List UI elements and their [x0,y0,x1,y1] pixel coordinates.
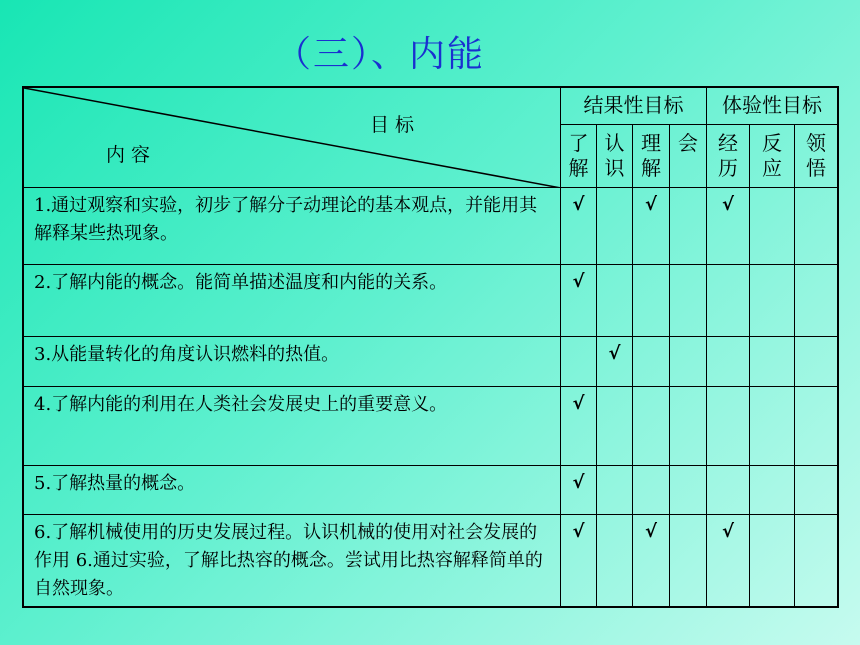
row-content-6: 6.了解机械使用的历史发展过程。认识机械的使用对社会发展的作用 6.通过实验，了解比热容的概念。尝试用比热容解释简单的自然现象。 [24,515,561,606]
check-cell-r1-c1: √ [561,188,597,265]
check-cell-r5-c2 [597,466,633,515]
column-header-1: 认 识 [597,125,633,188]
row-content-2: 2.了解内能的概念。能简单描述温度和内能的关系。 [24,265,561,337]
check-cell-r6-c2 [597,515,633,606]
check-cell-r4-c7 [795,387,837,466]
check-cell-r6-c6 [750,515,795,606]
check-cell-r1-c7 [795,188,837,265]
page-title: （三）、内能 [274,34,485,75]
diagonal-line [24,88,561,188]
check-cell-r5-c7 [795,466,837,515]
column-header-6: 领 悟 [795,125,837,188]
row-content-4: 4.了解内能的利用在人类社会发展史上的重要意义。 [24,387,561,466]
check-cell-r3-c7 [795,337,837,387]
check-cell-r1-c6 [750,188,795,265]
check-cell-r1-c3: √ [633,188,670,265]
check-cell-r6-c1: √ [561,515,597,606]
check-cell-r5-c1: √ [561,466,597,515]
check-cell-r2-c5 [707,265,750,337]
check-cell-r2-c4 [670,265,707,337]
check-cell-r2-c2 [597,265,633,337]
check-cell-r3-c1 [561,337,597,387]
row-content-3: 3.从能量转化的角度认识燃料的热值。 [24,337,561,387]
header-diagonal-cell [24,88,561,188]
check-cell-r4-c5 [707,387,750,466]
row-content-5: 5.了解热量的概念。 [24,466,561,515]
check-cell-r1-c5: √ [707,188,750,265]
check-cell-r6-c3: √ [633,515,670,606]
check-cell-r2-c6 [750,265,795,337]
check-cell-r3-c3 [633,337,670,387]
content-label: 内 容 [106,144,151,166]
check-cell-r1-c4 [670,188,707,265]
column-header-5: 反 应 [750,125,795,188]
check-cell-r2-c3 [633,265,670,337]
check-cell-r4-c1: √ [561,387,597,466]
group-result-header: 结果性目标 [561,88,707,125]
check-cell-r6-c5: √ [707,515,750,606]
check-cell-r1-c2 [597,188,633,265]
check-cell-r4-c6 [750,387,795,466]
check-cell-r5-c5 [707,466,750,515]
check-cell-r3-c4 [670,337,707,387]
check-cell-r2-c1: √ [561,265,597,337]
check-cell-r6-c4 [670,515,707,606]
column-header-4: 经 历 [707,125,750,188]
target-label: 目 标 [370,114,415,136]
check-cell-r3-c6 [750,337,795,387]
check-cell-r4-c2 [597,387,633,466]
check-cell-r2-c7 [795,265,837,337]
column-header-2: 理 解 [633,125,670,188]
check-cell-r4-c4 [670,387,707,466]
column-header-0: 了 解 [561,125,597,188]
check-cell-r5-c6 [750,466,795,515]
check-cell-r3-c2: √ [597,337,633,387]
check-cell-r6-c7 [795,515,837,606]
check-cell-r3-c5 [707,337,750,387]
check-cell-r5-c4 [670,466,707,515]
check-cell-r5-c3 [633,466,670,515]
objectives-table [22,86,839,608]
check-cell-r4-c3 [633,387,670,466]
column-header-3: 会 [670,125,707,188]
row-content-1: 1.通过观察和实验，初步了解分子动理论的基本观点，并能用其解释某些热现象。 [24,188,561,265]
group-experience-header: 体验性目标 [707,88,837,125]
